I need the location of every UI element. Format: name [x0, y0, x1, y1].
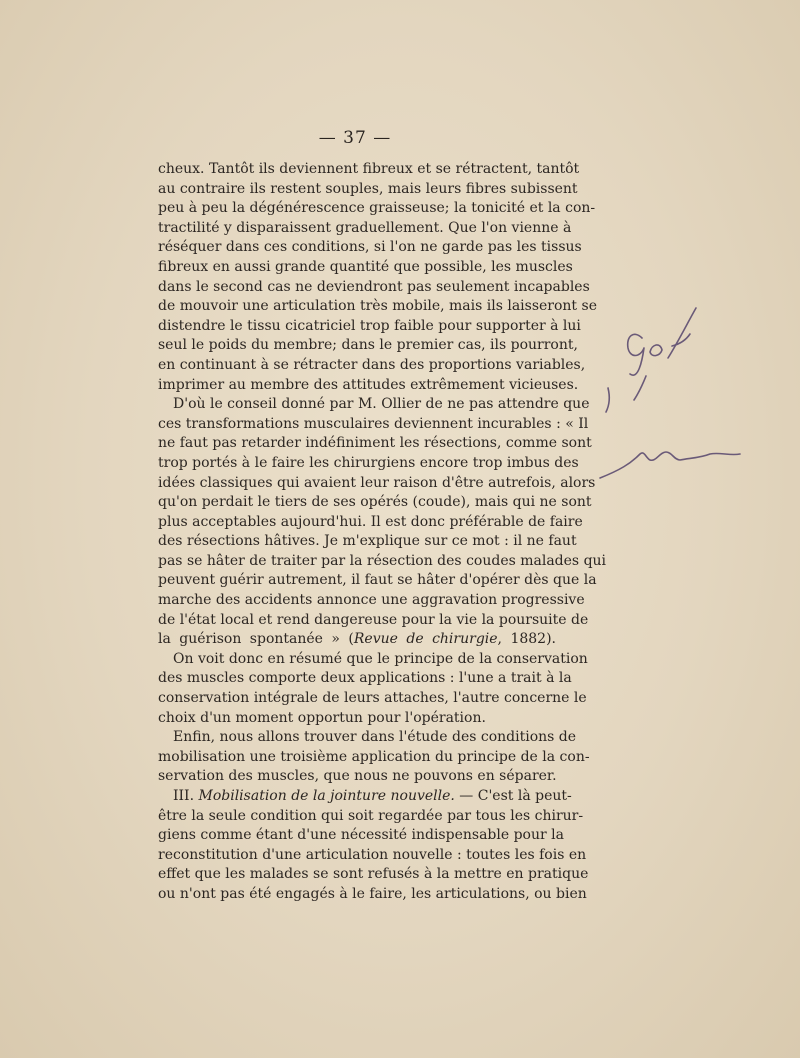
paragraph-group-main	[158, 160, 607, 630]
paragraph-group-summary	[158, 650, 590, 787]
body-text-line: idées classiques qui avaient leur raison d'être autrefois, alors	[158, 474, 596, 491]
citation-line	[158, 630, 556, 650]
body-text-line: dans le second cas ne deviendront pas seulement incapables	[158, 278, 590, 295]
body-text-line: giens comme étant d'une nécessité indispensable pour la	[158, 827, 564, 844]
handwritten-pencil-mark-icon	[590, 300, 760, 500]
body-text-line: conservation intégrale de leurs attaches, l'autre concerne le	[158, 690, 587, 707]
section-continuation: — C'est là peut-	[454, 788, 572, 804]
body-text-line: distendre le tissu cicatriciel trop faible pour supporter à lui	[158, 317, 581, 334]
body-text-line: des muscles comporte deux applications : l'une a trait à la	[158, 670, 572, 687]
body-text-line: effet que les malades se sont refusés à la mettre en pratique	[158, 866, 589, 883]
body-text-line: mobilisation une troisième application du principe de la con-	[158, 748, 590, 765]
body-text-line: choix d'un moment opportun pour l'opération.	[158, 709, 486, 726]
citation-suffix: , 1882).	[497, 631, 556, 648]
body-text-line: Enfin, nous allons trouver dans l'étude des conditions de	[173, 729, 577, 746]
body-text-line: marche des accidents annonce une aggravation progressive	[158, 592, 585, 609]
body-text-line: plus acceptables aujourd'hui. Il est donc préférable de faire	[158, 513, 583, 530]
body-text	[158, 160, 607, 905]
body-text-line: de l'état local et rend dangereuse pour la vie la poursuite de	[158, 611, 589, 628]
body-text-line: imprimer au membre des attitudes extrêmement vicieuses.	[158, 376, 579, 393]
body-text-line: seul le poids du membre; dans le premier cas, ils pourront,	[158, 337, 578, 354]
body-text-line: tractilité y disparaissent graduellement. Que l'on vienne à	[158, 219, 572, 236]
body-text-line: reconstitution d'une articulation nouvelle : toutes les fois en	[158, 846, 587, 863]
body-text-line: en continuant à se rétracter dans des proportions variables,	[158, 356, 586, 373]
citation-prefix: la guérison spontanée » (	[158, 631, 354, 648]
body-text-line: servation des muscles, que nous ne pouvons en séparer.	[158, 768, 557, 785]
body-text-line: réséquer dans ces conditions, si l'on ne garde pas les tissus	[158, 239, 582, 256]
body-text-line: On voit donc en résumé que le principe de la conservation	[173, 650, 588, 667]
body-text-line: ou n'ont pas été engagés à le faire, les articulations, ou bien	[158, 885, 587, 902]
paragraph-group-final	[158, 807, 589, 905]
page-number: — 37 —	[318, 128, 392, 148]
body-text-line: D'où le conseil donné par M. Ollier de ne pas attendre que	[173, 396, 590, 413]
body-text-line: cheux. Tantôt ils deviennent fibreux et se rétractent, tantôt	[158, 161, 580, 177]
body-text-line: des résections hâtives. Je m'explique sur ce mot : il ne faut	[158, 533, 577, 550]
body-text-line: fibreux en aussi grande quantité que possible, les muscles	[158, 258, 573, 275]
section-title: Mobilisation de la jointure nouvelle.	[198, 788, 455, 804]
body-text-line: ne faut pas retarder indéfiniment les résections, comme sont	[158, 435, 592, 452]
body-text-line: peu à peu la dégénérescence graisseuse; la tonicité et la con-	[158, 200, 596, 217]
body-text-line: être la seule condition qui soit regardée par tous les chirur-	[158, 807, 584, 824]
section-numeral: III.	[173, 788, 199, 804]
citation-journal: Revue de chirurgie	[353, 631, 498, 648]
body-text-line: trop portés à le faire les chirurgiens encore trop imbus des	[158, 454, 579, 471]
body-text-line: peuvent guérir autrement, il faut se hâter d'opérer dès que la	[158, 572, 597, 589]
body-text-line: pas se hâter de traiter par la résection des coudes malades qui	[158, 552, 607, 569]
body-text-line: de mouvoir une articulation très mobile, mais ils laisseront se	[158, 298, 597, 315]
body-text-line: ces transformations musculaires deviennent incurables : « Il	[158, 415, 589, 432]
body-text-line: qu'on perdait le tiers de ses opérés (coude), mais qui ne sont	[158, 494, 592, 511]
section-heading-line	[158, 787, 572, 807]
body-text-line: au contraire ils restent souples, mais leurs fibres subissent	[158, 180, 578, 197]
